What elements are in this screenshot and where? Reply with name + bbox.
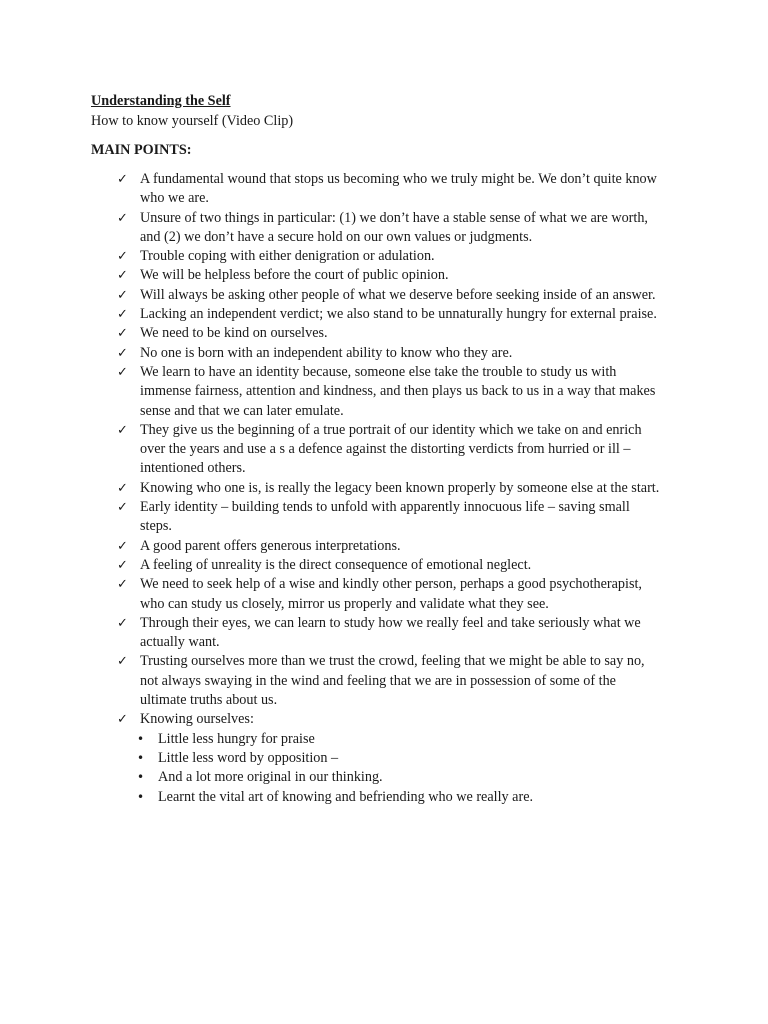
check-icon: ✓ — [117, 172, 128, 187]
sub-point-text: Learnt the vital art of knowing and befriending who we really are. — [158, 788, 534, 805]
list-item — [0, 421, 660, 479]
main-points-list — [0, 170, 768, 807]
check-icon: ✓ — [117, 577, 128, 593]
sub-point-text: Little less word by opposition – — [158, 749, 339, 766]
list-item — [0, 614, 660, 653]
sub-list-item — [137, 749, 658, 768]
list-item — [0, 286, 660, 305]
point-text: A fundamental wound that stops us becoming who we truly might be. We don’t quite know who we are. — [140, 171, 657, 207]
point-text: A feeling of unreality is the direct consequence of emotional neglect. — [140, 556, 532, 573]
check-icon: ✓ — [117, 249, 128, 265]
point-text: Knowing who one is, is really the legacy been known properly by someone else at the start. — [140, 479, 660, 496]
list-item — [0, 344, 660, 363]
bullet-icon: • — [137, 731, 145, 746]
check-icon: ✓ — [117, 480, 128, 496]
list-item — [0, 324, 660, 343]
point-text: Unsure of two things in particular: (1) we don’t have a stable sense of what we are worth, and (2) we don’t have a secure hold on our own values or judgments. — [140, 209, 648, 245]
point-text: We learn to have an identity because, someone else take the trouble to study us with immense fairness, attention and kindness, and then plays us back to us in a way that makes sense and that we can later emulate. — [140, 363, 656, 419]
check-icon: ✓ — [117, 287, 128, 303]
list-item — [0, 710, 660, 806]
sub-point-text: Little less hungry for praise — [158, 730, 315, 747]
check-icon: ✓ — [117, 345, 128, 361]
list-item — [0, 479, 660, 498]
point-text: No one is born with an independent ability to know who they are. — [140, 344, 513, 361]
list-item — [0, 575, 660, 614]
main-points-heading: MAIN POINTS: — [91, 142, 192, 158]
point-text: Will always be asking other people of what we deserve before seeking inside of an answer. — [140, 286, 656, 303]
point-text: Lacking an independent verdict; we also stand to be unnaturally hungry for external praise. — [140, 306, 657, 323]
point-text: We need to be kind on ourselves. — [140, 325, 328, 342]
point-text: Trouble coping with either denigration or adulation. — [140, 248, 435, 265]
check-icon: ✓ — [117, 364, 128, 380]
point-text: We need to seek help of a wise and kindly other person, perhaps a good psychotherapist, who can study us closely, mirror us properly and validate what they see. — [140, 576, 642, 612]
point-text: A good parent offers generous interpretations. — [140, 537, 401, 554]
point-text: They give us the beginning of a true portrait of our identity which we take on and enrich over the years and use a s a defence against the distorting verdicts from hurried or ill – intentioned others. — [140, 421, 642, 477]
sub-list-item — [137, 788, 658, 807]
list-item — [0, 652, 660, 710]
check-icon: ✓ — [117, 326, 128, 342]
point-text: We will be helpless before the court of public opinion. — [140, 267, 449, 284]
list-item — [0, 363, 660, 421]
check-icon: ✓ — [117, 615, 128, 631]
check-icon: ✓ — [117, 500, 128, 516]
check-icon: ✓ — [117, 422, 128, 438]
list-item — [0, 498, 660, 537]
point-text: Trusting ourselves more than we trust the crowd, feeling that we might be able to say no, not always swaying in the wind and feeling that we are in possession of some of the ultimate truths about us. — [140, 653, 645, 709]
check-icon: ✓ — [117, 712, 128, 728]
bullet-icon: • — [137, 770, 145, 785]
document-subtitle: How to know yourself (Video Clip) — [91, 113, 294, 129]
point-text: Through their eyes, we can learn to study how we really feel and take seriously what we actually want. — [140, 614, 641, 651]
check-icon: ✓ — [117, 654, 128, 670]
list-item — [0, 305, 660, 324]
list-item — [0, 170, 660, 209]
list-item — [0, 247, 660, 266]
bullet-icon: • — [137, 750, 145, 765]
bullet-icon: • — [137, 789, 145, 804]
check-icon: ✓ — [117, 268, 128, 284]
document-title: Understanding the Self — [91, 93, 231, 109]
sub-list-item — [137, 730, 658, 749]
check-icon: ✓ — [117, 538, 128, 554]
list-item — [0, 209, 660, 248]
check-icon: ✓ — [117, 210, 128, 226]
check-icon: ✓ — [117, 557, 128, 573]
sub-list-item — [137, 768, 658, 787]
point-text: Early identity – building tends to unfold with apparently innocuous life – saving small steps. — [140, 499, 630, 535]
sub-points-list — [137, 730, 660, 807]
point-text: Knowing ourselves: — [140, 711, 254, 728]
list-item — [0, 537, 660, 556]
check-icon: ✓ — [117, 307, 128, 323]
list-item — [0, 266, 660, 285]
sub-point-text: And a lot more original in our thinking. — [158, 769, 383, 786]
list-item — [0, 556, 660, 575]
